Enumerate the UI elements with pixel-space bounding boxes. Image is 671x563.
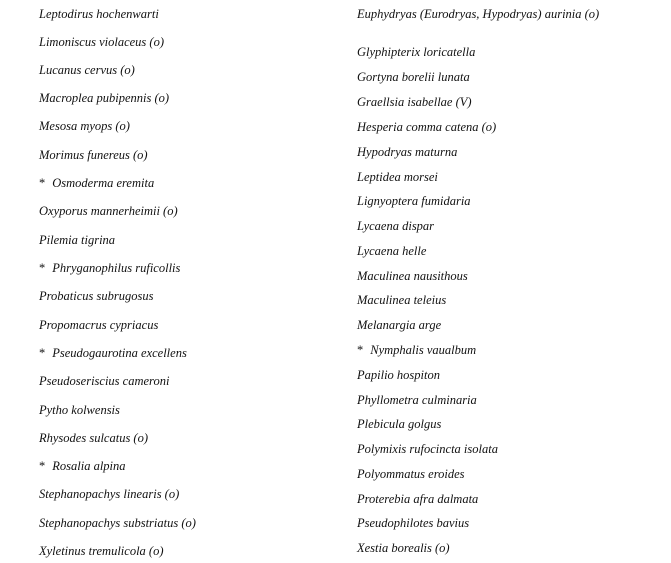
species-name: Melanargia arge [357,318,442,332]
species-entry [39,35,164,49]
species-entry [357,145,457,159]
species-entry [357,269,468,283]
species-entry [39,91,169,105]
species-name: Euphydryas (Eurodryas, Hypodryas) aurinia (o) [357,7,600,21]
species-entry [39,233,115,247]
species-entry [357,70,470,84]
species-entry [39,516,196,530]
species-entry [357,516,469,530]
species-entry [39,7,159,21]
species-entry [39,431,148,445]
species-name: Gortyna borelii lunata [357,70,470,84]
species-name: Morimus funereus (o) [39,148,148,162]
species-name: Pytho kolwensis [39,403,120,417]
species-entry [39,261,180,275]
species-name: Pseudoseriscius cameroni [39,374,170,388]
species-name: Macroplea pubipennis (o) [39,91,170,105]
species-name: Graellsia isabellae (V) [357,95,472,109]
species-name: Xestia borealis (o) [357,541,450,555]
priority-asterisk: * [357,343,364,357]
species-name: Maculinea nausithous [357,269,468,283]
species-entry [357,7,607,21]
species-name: Pseudogaurotina excellens [52,346,187,360]
species-entry [357,120,496,134]
species-entry [357,219,434,233]
species-entry [357,244,426,258]
species-entry [357,318,441,332]
species-name: Lycaena helle [357,244,427,258]
species-name: Glyphipterix loricatella [357,45,476,59]
species-entry [357,293,446,307]
species-entry [39,204,178,218]
species-name: Mesosa myops (o) [39,119,130,133]
species-entry [357,417,441,431]
species-name: Maculinea teleius [357,293,447,307]
species-entry [357,194,471,208]
species-name: Rhysodes sulcatus (o) [39,431,149,445]
species-entry [39,289,153,303]
species-entry [357,170,438,184]
species-name: Polymixis rufocincta isolata [357,442,498,456]
species-name: Pseudophilotes bavius [357,516,470,530]
priority-asterisk: * [39,176,46,190]
species-name: Polyommatus eroides [357,467,465,481]
species-entry [39,63,135,77]
species-entry [39,176,154,190]
species-name: Hesperia comma catena (o) [357,120,497,134]
species-entry [357,95,472,109]
species-name: Leptidea morsei [357,170,438,184]
species-name: Pilemia tigrina [39,233,116,247]
species-name: Proterebia afra dalmata [357,492,479,506]
priority-asterisk: * [39,346,46,360]
species-entry [357,368,440,382]
species-name: Papilio hospiton [357,368,440,382]
species-name: Plebicula golgus [357,417,442,431]
species-name: Hypodryas maturna [357,145,458,159]
species-entry [357,45,475,59]
species-entry [39,487,179,501]
species-entry [39,544,164,558]
species-name: Leptodirus hochenwarti [39,7,159,21]
species-name: Nymphalis vaualbum [370,343,477,357]
species-entry [357,492,478,506]
species-entry [357,442,498,456]
species-entry [39,119,130,133]
species-entry [39,346,187,360]
species-entry [39,403,120,417]
species-entry [39,459,126,473]
species-name: Propomacrus cypriacus [39,318,159,332]
priority-asterisk: * [39,261,46,275]
species-name: Rosalia alpina [52,459,126,473]
species-name: Xyletinus tremulicola (o) [39,544,164,558]
species-name: Lignyoptera fumidaria [357,194,471,208]
species-entry [39,318,158,332]
species-entry [357,541,450,555]
species-entry [39,374,169,388]
species-entry [39,148,148,162]
species-entry [357,343,476,357]
species-name: Lycaena dispar [357,219,435,233]
species-name: Limoniscus violaceus (o) [39,35,164,49]
species-name: Phyllometra culminaria [357,393,477,407]
species-entry [357,393,477,407]
species-name: Osmoderma eremita [52,176,155,190]
species-name: Oxyporus mannerheimii (o) [39,204,178,218]
species-name: Stephanopachys substriatus (o) [39,516,196,530]
species-name: Lucanus cervus (o) [39,63,135,77]
species-name: Phryganophilus ruficollis [52,261,181,275]
priority-asterisk: * [39,459,46,473]
species-name: Probaticus subrugosus [39,289,154,303]
species-name: Stephanopachys linearis (o) [39,487,180,501]
species-entry [357,467,465,481]
